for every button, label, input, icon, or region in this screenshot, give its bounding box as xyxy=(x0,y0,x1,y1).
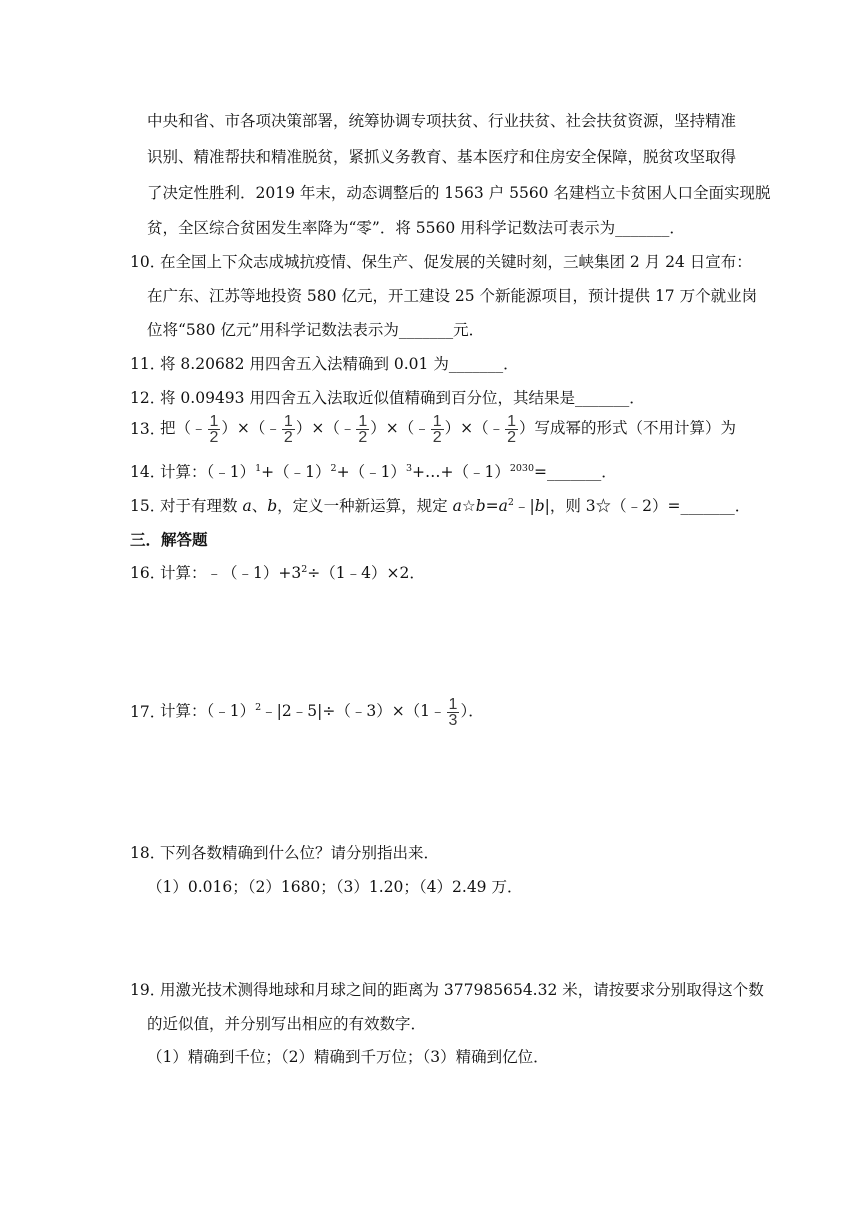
q10-line-2: 在广东、江苏等地投资 580 亿元，开工建设 25 个新能源项目，预计提供 17 万个就业岗 xyxy=(147,287,758,305)
q11-text: 将 8.20682 用四舍五入法精确到 0.01 为_______． xyxy=(160,355,519,373)
q10-number: 10． xyxy=(130,253,166,271)
q18-number: 18． xyxy=(130,844,166,862)
fraction: $\frac{1}{3}$ xyxy=(448,695,458,729)
q13-times: ）×（﹣ xyxy=(370,419,430,437)
fraction: $\frac{1}{2}$ xyxy=(283,412,293,446)
q9-line-4: 贫，全区综合贫困发生率降为“零”．将 5560 用科学记数法可表示为_______． xyxy=(147,219,685,237)
q15-text: 对于有理数 a、b，定义一种新运算，规定 $a☆b=a^2﹣|b|$，则 3☆（﹣2）=_______． xyxy=(160,497,751,515)
q13-times: ）×（﹣ xyxy=(444,419,505,437)
fraction: $\frac{1}{2}$ xyxy=(358,412,368,446)
q19-number: 19． xyxy=(130,981,166,999)
q13-tail: ）写成幂的形式（不用计算）为 xyxy=(519,419,737,437)
q17-text: 计算：（﹣1）$^2$﹣|2﹣5|÷（﹣3）×（1﹣ $\frac{1}{3}$ ）． xyxy=(160,695,484,729)
q19-line-2: 的近似值，并分别写出相应的有效数字． xyxy=(147,1015,427,1033)
q19-line-3: （1）精确到千位；（2）精确到千万位；（3）精确到亿位． xyxy=(147,1048,549,1066)
fraction: $\frac{1}{2}$ xyxy=(209,412,219,446)
q13-text xyxy=(160,410,736,446)
q18-line-2: （1）0.016；（2）1680；（3）1.20；（4）2.49 万． xyxy=(147,878,523,896)
q18-line-1: 下列各数精确到什么位？请分别指出来． xyxy=(160,844,440,862)
q11-number: 11． xyxy=(130,355,166,373)
q13-times: ）×（﹣ xyxy=(221,419,281,437)
q10-line-3: 位将“580 亿元”用科学记数法表示为_______元． xyxy=(147,321,485,339)
q16-number: 16． xyxy=(130,564,166,582)
q13-lead: 把（﹣ xyxy=(160,419,207,437)
fraction: $\frac{1}{2}$ xyxy=(507,412,517,446)
q9-line-2: 识别、精准帮扶和精准脱贫，紧抓义务教育、基本医疗和住房安全保障，脱贫攻坚取得 xyxy=(147,148,737,166)
q12-number: 12． xyxy=(130,389,166,407)
q14-number: 14． xyxy=(130,463,166,481)
q15-number: 15． xyxy=(130,497,166,515)
q12-text: 将 0.09493 用四舍五入法取近似值精确到百分位，其结果是_______． xyxy=(160,389,645,407)
q17-number: 17． xyxy=(130,703,166,721)
fraction: $\frac{1}{2}$ xyxy=(432,412,442,446)
q16-text: 计算：$﹣(﹣1)+3^2\div(1﹣4)\times 2$． xyxy=(160,564,425,582)
section-title: 三．解答题 xyxy=(130,530,208,549)
q9-line-1: 中央和省、市各项决策部署，统筹协调专项扶贫、行业扶贫、社会扶贫资源，坚持精准 xyxy=(147,112,737,130)
q14-text: 计算：（﹣1）$^1$+（﹣1）$^2$+（﹣1）$^3$+…+（﹣1）$^{2030}$=_______． xyxy=(160,463,617,481)
q9-line-3: 了决定性胜利．2019 年末，动态调整后的 1563 户 5560 名建档立卡贫困人口全面实现脱 xyxy=(147,184,771,202)
q10-line-1: 在全国上下众志成城抗疫情、保生产、促发展的关键时刻，三峡集团 2 月 24 日宣布： xyxy=(160,253,752,271)
q19-line-1: 用激光技术测得地球和月球之间的距离为 377985654.32 米，请按要求分别取得这个数 xyxy=(160,981,764,999)
q13-times: ）×（﹣ xyxy=(295,419,356,437)
q13-number: 13． xyxy=(130,420,166,438)
